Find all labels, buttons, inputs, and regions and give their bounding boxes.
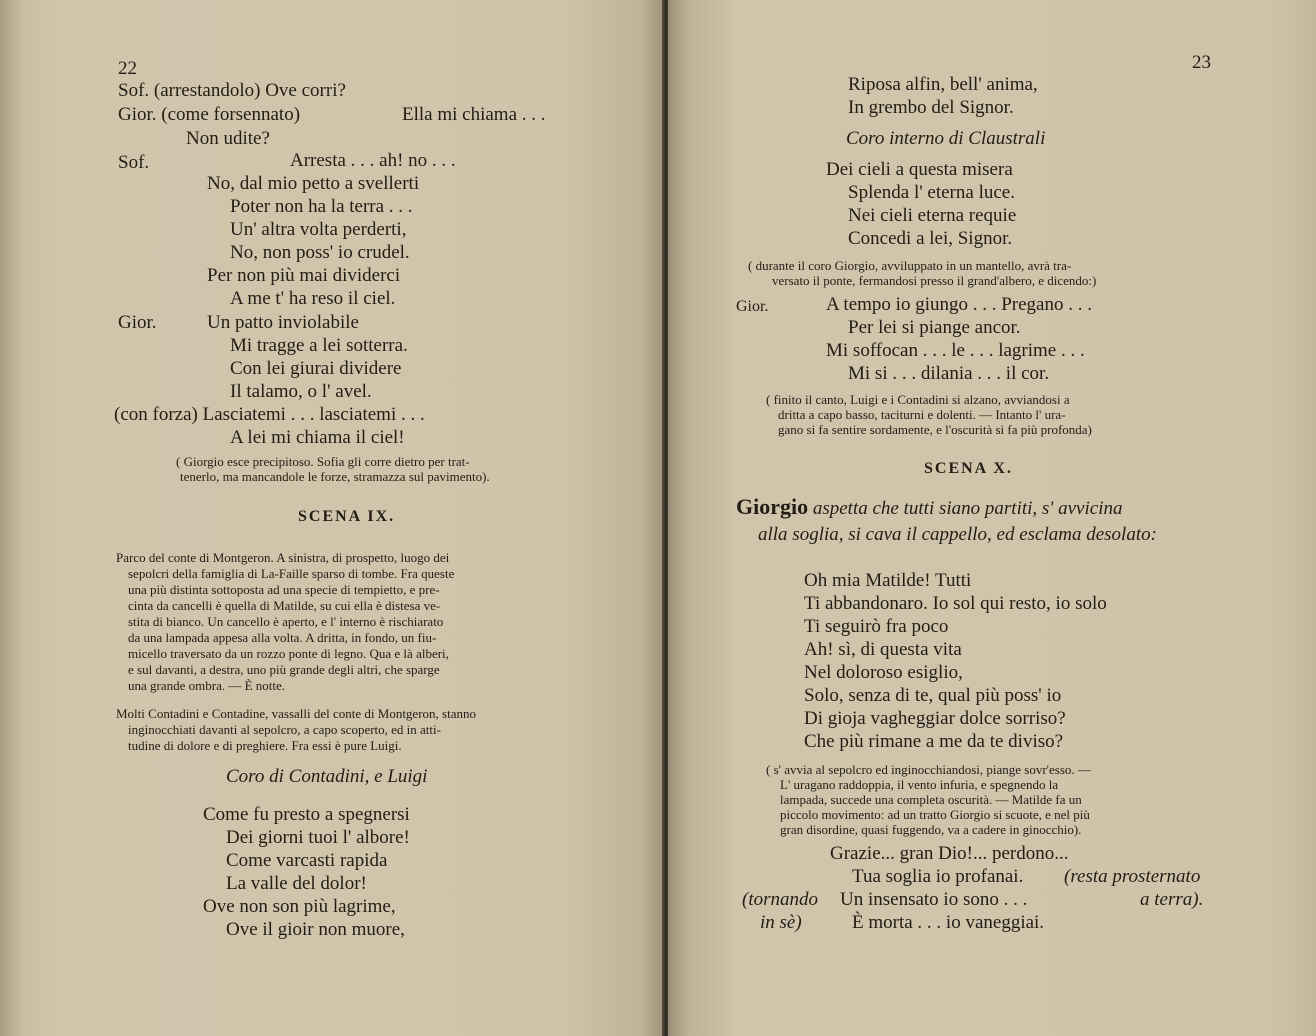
monologue-line: Di gioja vagheggiar dolce sorriso? <box>804 708 1066 729</box>
stage-aside: (tornando <box>742 889 818 910</box>
text-line: Per lei si piange ancor. <box>848 317 1021 338</box>
stage-direction: gran disordine, quasi fuggendo, va a cadere in ginocchio). <box>780 822 1082 837</box>
setting-line: Parco del conte di Montgeron. A sinistra, di prospetto, luogo dei <box>116 550 450 565</box>
monologue-line: Ah! sì, di questa vita <box>804 639 962 660</box>
scene-heading: SCENA IX. <box>298 508 396 525</box>
final-line: Tua soglia io profanai. <box>852 866 1024 887</box>
text-line: Ella mi chiama . . . <box>402 104 546 125</box>
text-line: A me t' ha reso il ciel. <box>230 288 396 309</box>
setting-line: micello traversato da un rozzo ponte di legno. Qua e là alberi, <box>128 646 449 661</box>
scene-intro-line: alla soglia, si cava il cappello, ed esclama desolato: <box>758 524 1157 545</box>
setting-line: cinta da cancelli è quella di Matilde, su cui ella è distesa ve- <box>128 598 441 613</box>
chorus-line: Nei cieli eterna requie <box>848 205 1017 226</box>
character-name: Giorgio <box>736 494 809 519</box>
text-line: Poter non ha la terra . . . <box>230 196 413 217</box>
page-number: 23 <box>1192 52 1211 73</box>
final-line: È morta . . . io vaneggiai. <box>852 912 1045 933</box>
stage-direction: versato il ponte, fermandosi presso il grand'albero, e dicendo:) <box>772 273 1097 288</box>
stage-direction: gano si fa sentire sordamente, e l'oscurità si fa più profonda) <box>778 422 1092 437</box>
text-line: No, dal mio petto a svellerti <box>207 173 420 194</box>
text-line: Il talamo, o l' avel. <box>230 381 372 402</box>
chorus-heading: Coro interno di Claustrali <box>846 128 1046 149</box>
text-line: Mi si . . . dilania . . . il cor. <box>848 363 1050 384</box>
stage-aside: in sè) <box>760 912 802 933</box>
characters-line: inginocchiati davanti al sepolcro, a capo scoperto, ed in atti- <box>128 722 441 737</box>
text-line: Mi soffocan . . . le . . . lagrime . . . <box>826 340 1085 361</box>
text-line: Non udite? <box>186 128 270 149</box>
monologue-line: Nel doloroso esiglio, <box>804 662 963 683</box>
stage-direction: lampada, succede una completa oscurità. — Matilde fa un <box>780 792 1082 807</box>
monologue-line: Oh mia Matilde! Tutti <box>804 570 972 591</box>
stage-direction: ( Giorgio esce precipitoso. Sofia gli corre dietro per trat- <box>176 454 470 469</box>
setting-line: da una lampada appesa alla volta. A dritta, in fondo, un fiu- <box>128 630 437 645</box>
text-line: Un patto inviolabile <box>207 312 359 333</box>
stage-aside: (resta prosternato <box>1064 866 1201 887</box>
monologue-line: Solo, senza di te, qual più poss' io <box>804 685 1062 706</box>
stage-direction: dritta a capo basso, taciturni e dolenti. — Intanto l' ura- <box>778 407 1066 422</box>
right-page <box>668 0 1316 1036</box>
text-line: Mi tragge a lei sotterra. <box>230 335 408 356</box>
text-line: Con lei giurai dividere <box>230 358 402 379</box>
text-line: Arresta . . . ah! no . . . <box>290 150 456 171</box>
final-line: Un insensato io sono . . . <box>840 889 1028 910</box>
text-line: Per non più mai dividerci <box>207 265 401 286</box>
chorus-line: Ove non son più lagrime, <box>203 896 396 917</box>
setting-line: sepolcri della famiglia di La-Faille sparso di tombe. Fra queste <box>128 566 455 581</box>
chorus-line: Dei cieli a questa misera <box>826 159 1013 180</box>
monologue-line: Che più rimane a me da te diviso? <box>804 731 1064 752</box>
stage-direction: ( s' avvia al sepolcro ed inginocchiandosi, piange sovr'esso. — <box>766 762 1091 777</box>
stage-direction: tenerlo, ma mancandole le forze, stramazza sul pavimento). <box>180 469 490 484</box>
chorus-heading: Coro di Contadini, e Luigi <box>226 766 428 787</box>
chorus-line: Splenda l' eterna luce. <box>848 182 1015 203</box>
text-line: (con forza) Lasciatemi . . . lasciatemi . . . <box>114 404 425 425</box>
text-line: Sof. (arrestandolo) Ove corri? <box>118 80 346 101</box>
speaker-label: Sof. <box>118 152 150 173</box>
chorus-line: Dei giorni tuoi l' albore! <box>226 827 410 848</box>
chorus-line: Come varcasti rapida <box>226 850 388 871</box>
monologue-line: Ti abbandonaro. Io sol qui resto, io solo <box>804 593 1107 614</box>
chorus-line: La valle del dolor! <box>226 873 367 894</box>
text-line: No, non poss' io crudel. <box>230 242 410 263</box>
text-line: In grembo del Signor. <box>848 97 1014 118</box>
stage-direction: L' uragano raddoppia, il vento infuria, e spegnendo la <box>780 777 1059 792</box>
final-line: Grazie... gran Dio!... perdono... <box>830 843 1069 864</box>
stage-aside: a terra). <box>1140 889 1204 910</box>
speaker-label: Gior. <box>736 298 769 315</box>
setting-line: stita di bianco. Un cancello è aperto, e l' interno è rischiarato <box>128 614 444 629</box>
stage-direction: piccolo movimento: ad un tratto Giorgio si scuote, e nel più <box>780 807 1090 822</box>
characters-line: Molti Contadini e Contadine, vassalli del conte di Montgeron, stanno <box>116 706 476 721</box>
scene-intro-line: aspetta che tutti siano partiti, s' avvicina <box>812 498 1123 519</box>
setting-line: una più distinta sottoposta ad una specie di tempietto, e pre- <box>128 582 440 597</box>
chorus-line: Come fu presto a spegnersi <box>203 804 410 825</box>
monologue-line: Ti seguirò fra poco <box>804 616 949 637</box>
characters-line: tudine di dolore e di preghiere. Fra essi è pure Luigi. <box>128 738 402 753</box>
setting-line: una grande ombra. — È notte. <box>128 678 286 693</box>
text-line: A lei mi chiama il ciel! <box>230 427 405 448</box>
chorus-line: Concedi a lei, Signor. <box>848 228 1013 249</box>
text-line: Un' altra volta perderti, <box>230 219 407 240</box>
text-line: Riposa alfin, bell' anima, <box>848 74 1038 95</box>
chorus-line: Ove il gioir non muore, <box>226 919 405 940</box>
text-line: Gior. (come forsennato) <box>118 104 301 125</box>
scene-heading: SCENA X. <box>924 460 1013 477</box>
stage-direction: ( durante il coro Giorgio, avviluppato in un mantello, avrà tra- <box>748 258 1072 273</box>
speaker-label: Gior. <box>118 312 157 333</box>
page-number: 22 <box>118 58 137 79</box>
stage-direction: ( finito il canto, Luigi e i Contadini si alzano, avviandosi a <box>766 392 1070 407</box>
text-line: A tempo io giungo . . . Pregano . . . <box>826 294 1092 315</box>
setting-line: e sul davanti, a destra, uno più grande degli altri, che sparge <box>128 662 440 677</box>
